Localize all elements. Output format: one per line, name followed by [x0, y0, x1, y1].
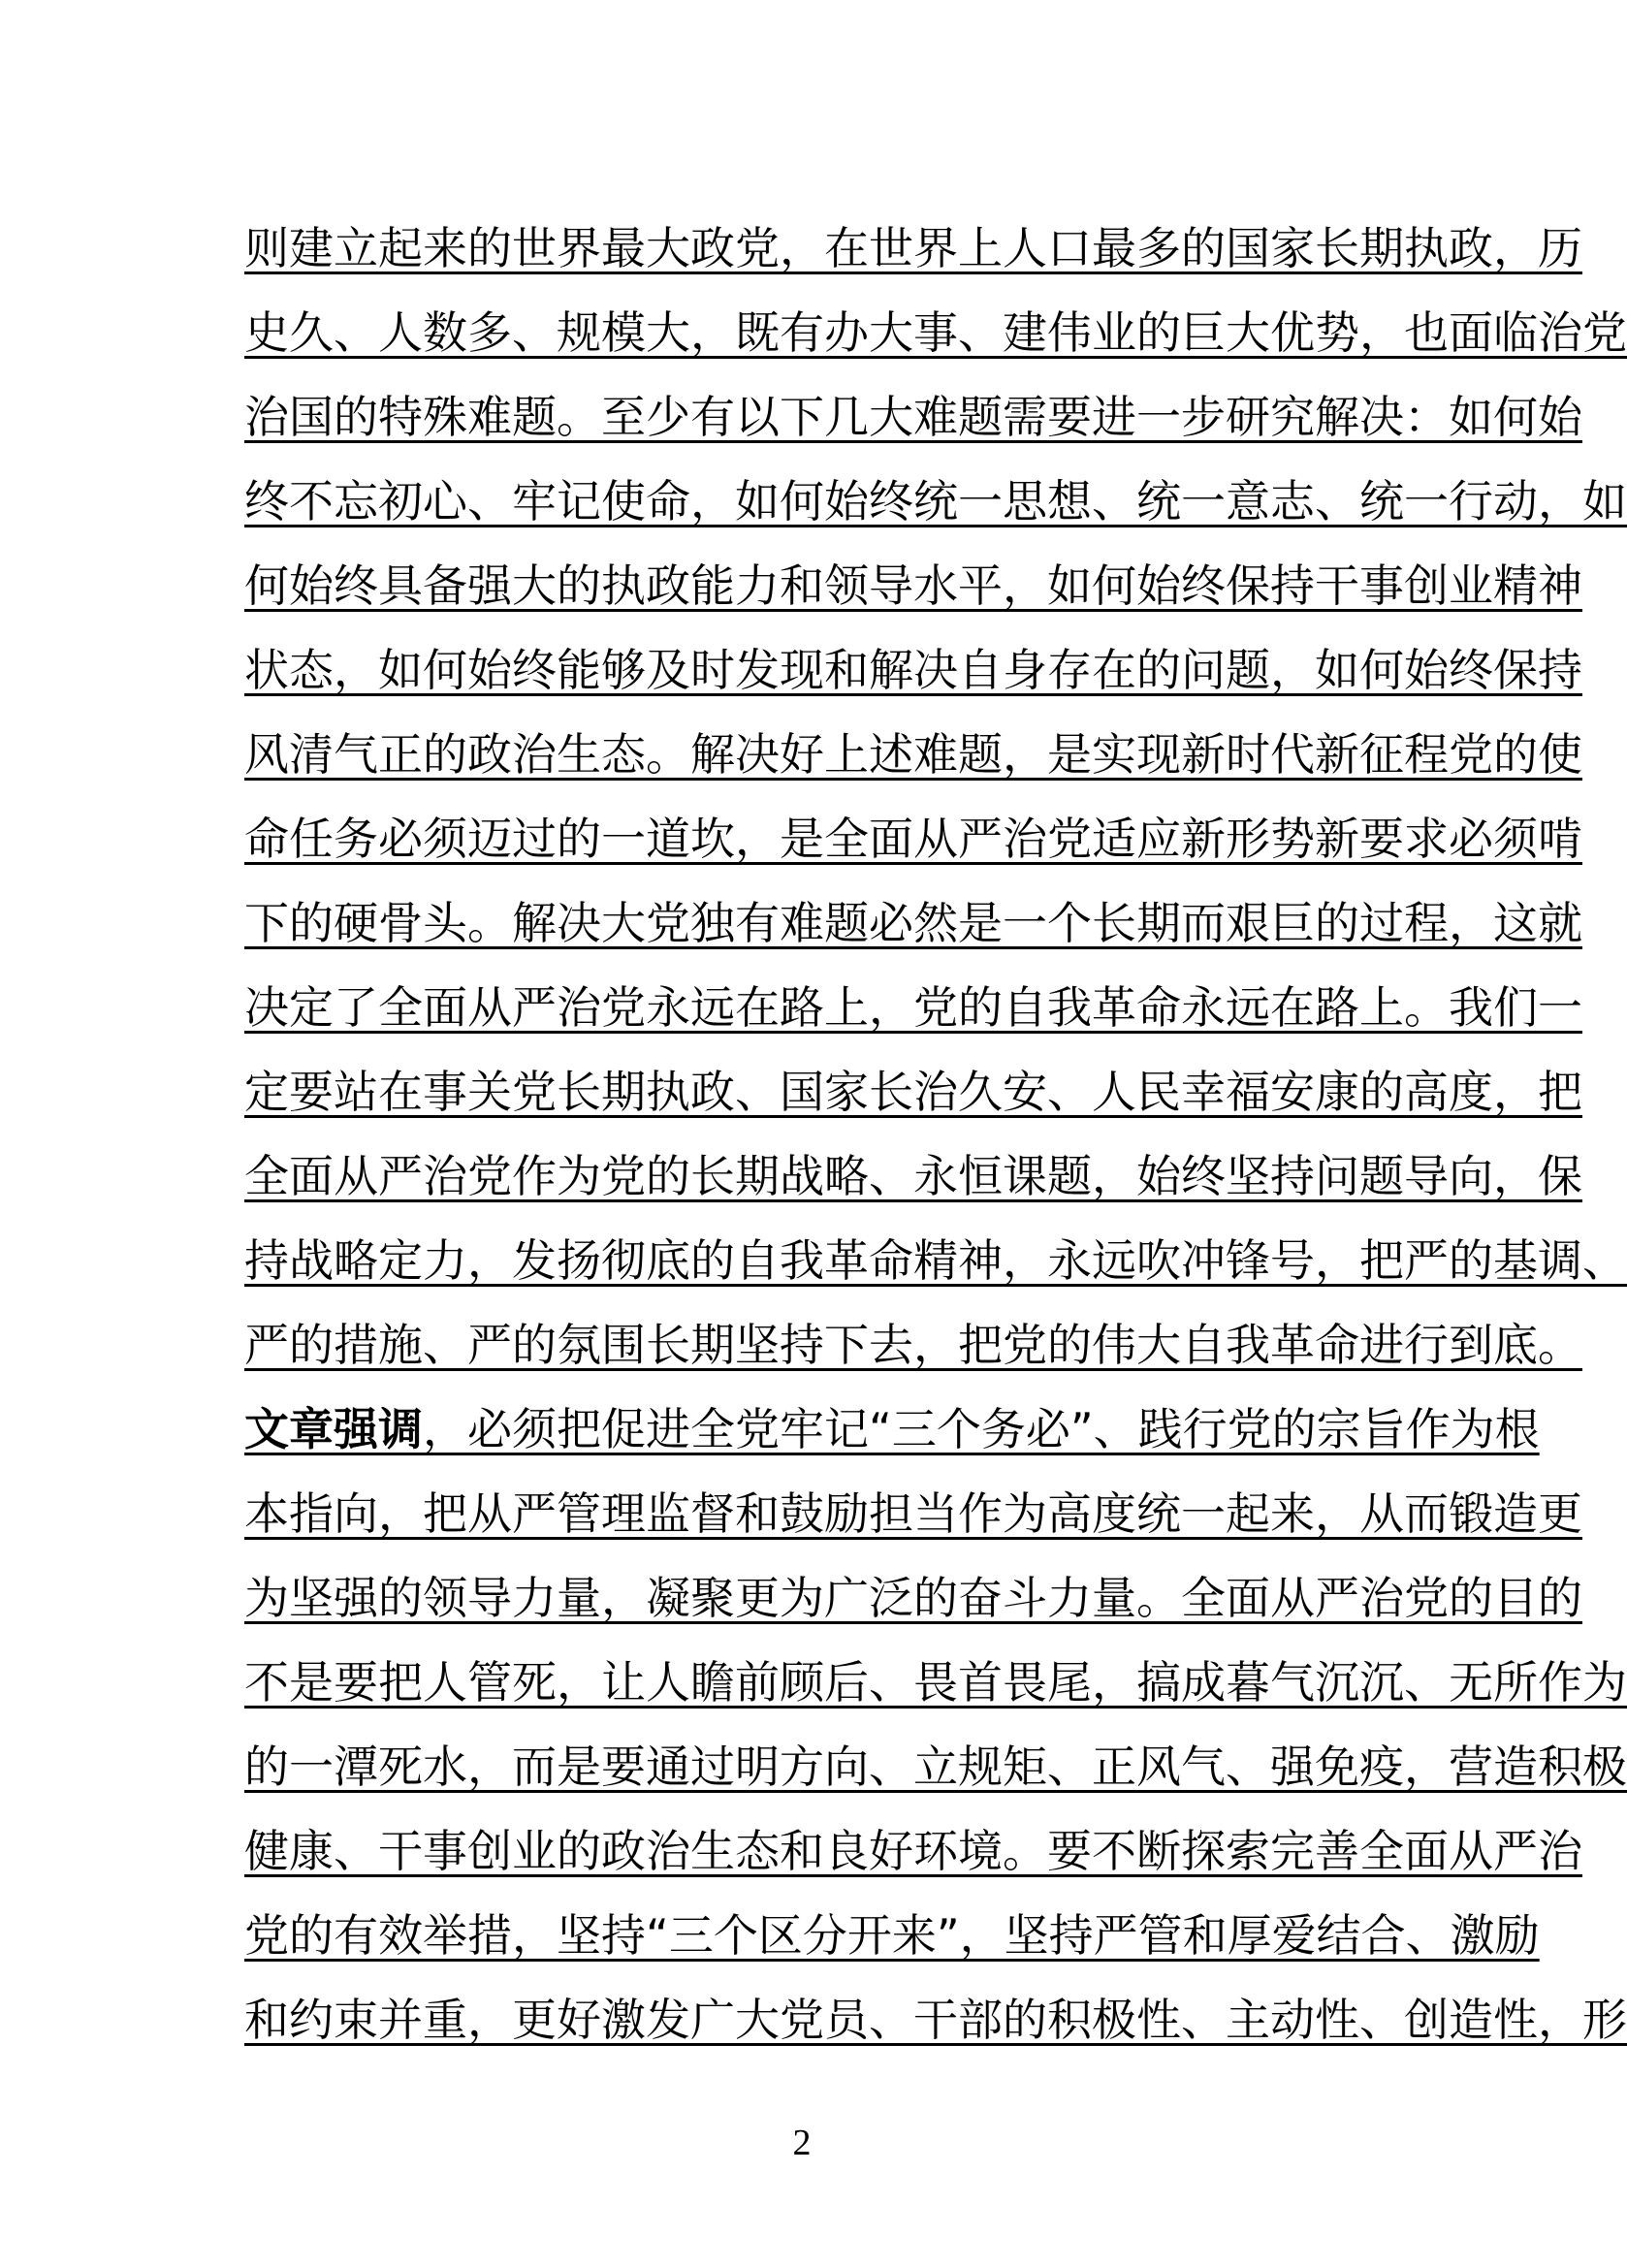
text-line-content: 状态，如何始终能够及时发现和解决自身存在的问题，如何始终保持: [244, 644, 1582, 696]
text-line: [244, 1303, 1582, 1388]
text-line: [244, 1134, 1582, 1219]
text-line: [244, 1050, 1582, 1134]
text-line: [244, 1556, 1582, 1641]
text-line-content: 和约束并重，更好激发广大党员、干部的积极性、主动性、创造性，形: [244, 1994, 1627, 2046]
text-line-content: 史久、人数多、规模大，既有办大事、建伟业的巨大优势，也面临治党: [244, 306, 1627, 359]
text-line-content: 全面从严治党作为党的长期战略、永恒课题，始终坚持问题导向，保: [244, 1150, 1582, 1202]
text-line-content: 持战略定力，发扬彻底的自我革命精神，永远吹冲锋号，把严的基调、: [244, 1234, 1627, 1287]
text-line: [244, 1472, 1582, 1556]
text-line: [244, 1809, 1582, 1894]
text-line-content: 本指向，把从严管理监督和鼓励担当作为高度统一起来，从而锻造更: [244, 1487, 1582, 1540]
text-line-content: 治国的特殊难题。至少有以下几大难题需要进一步研究解决：如何始: [244, 391, 1582, 443]
text-line-content: ，必须把促进全党牢记“三个务必”、践行党的宗旨作为根: [423, 1403, 1540, 1455]
text-line: [244, 1641, 1627, 1725]
text-line: [244, 881, 1582, 966]
text-line: [244, 544, 1582, 628]
text-line: [244, 797, 1582, 881]
bold-lead-phrase: 文章强调: [244, 1403, 423, 1455]
text-line-content: 健康、干事创业的政治生态和良好环境。要不断探索完善全面从严治: [244, 1825, 1582, 1877]
text-line-content: 则建立起来的世界最大政党，在世界上人口最多的国家长期执政，历: [244, 222, 1582, 274]
text-line: [244, 375, 1582, 460]
text-line: [244, 1725, 1627, 1809]
text-line-content: 定要站在事关党长期执政、国家长治久安、人民幸福安康的高度，把: [244, 1066, 1582, 1118]
text-line: [244, 966, 1582, 1050]
text-line-content: 为坚强的领导力量，凝聚更为广泛的奋斗力量。全面从严治党的目的: [244, 1572, 1582, 1624]
text-line-content: 决定了全面从严治党永远在路上，党的自我革命永远在路上。我们一: [244, 981, 1582, 1034]
text-line: [244, 628, 1582, 713]
text-line-content: 下的硬骨头。解决大党独有难题必然是一个长期而艰巨的过程，这就: [244, 897, 1582, 949]
document-body: [244, 207, 1627, 2062]
text-line: [244, 713, 1582, 797]
text-line-content: 的一潭死水，而是要通过明方向、立规矩、正风气、强免疫，营造积极: [244, 1741, 1627, 1793]
text-line: [244, 460, 1627, 544]
text-line: [244, 1978, 1627, 2062]
text-line: [244, 1388, 1540, 1472]
text-line-content: 不是要把人管死，让人瞻前顾后、畏首畏尾，搞成暮气沉沉、无所作为: [244, 1656, 1627, 1709]
page-number: 2: [792, 2123, 812, 2163]
text-line-content: 终不忘初心、牢记使命，如何始终统一思想、统一意志、统一行动，如: [244, 475, 1627, 527]
text-line-content: 风清气正的政治生态。解决好上述难题，是实现新时代新征程党的使: [244, 728, 1582, 781]
text-line-content: 命任务必须迈过的一道坎，是全面从严治党适应新形势新要求必须啃: [244, 813, 1582, 865]
text-line-content: 何始终具备强大的执政能力和领导水平，如何始终保持干事创业精神: [244, 559, 1582, 612]
text-line: [244, 207, 1582, 291]
text-line: [244, 291, 1627, 375]
text-line: [244, 1894, 1540, 1978]
text-line: [244, 1219, 1627, 1303]
text-line-content: 严的措施、严的氛围长期坚持下去，把党的伟大自我革命进行到底。: [244, 1319, 1582, 1371]
text-line-content: 党的有效举措，坚持“三个区分开来”，坚持严管和厚爱结合、激励: [244, 1909, 1540, 1962]
